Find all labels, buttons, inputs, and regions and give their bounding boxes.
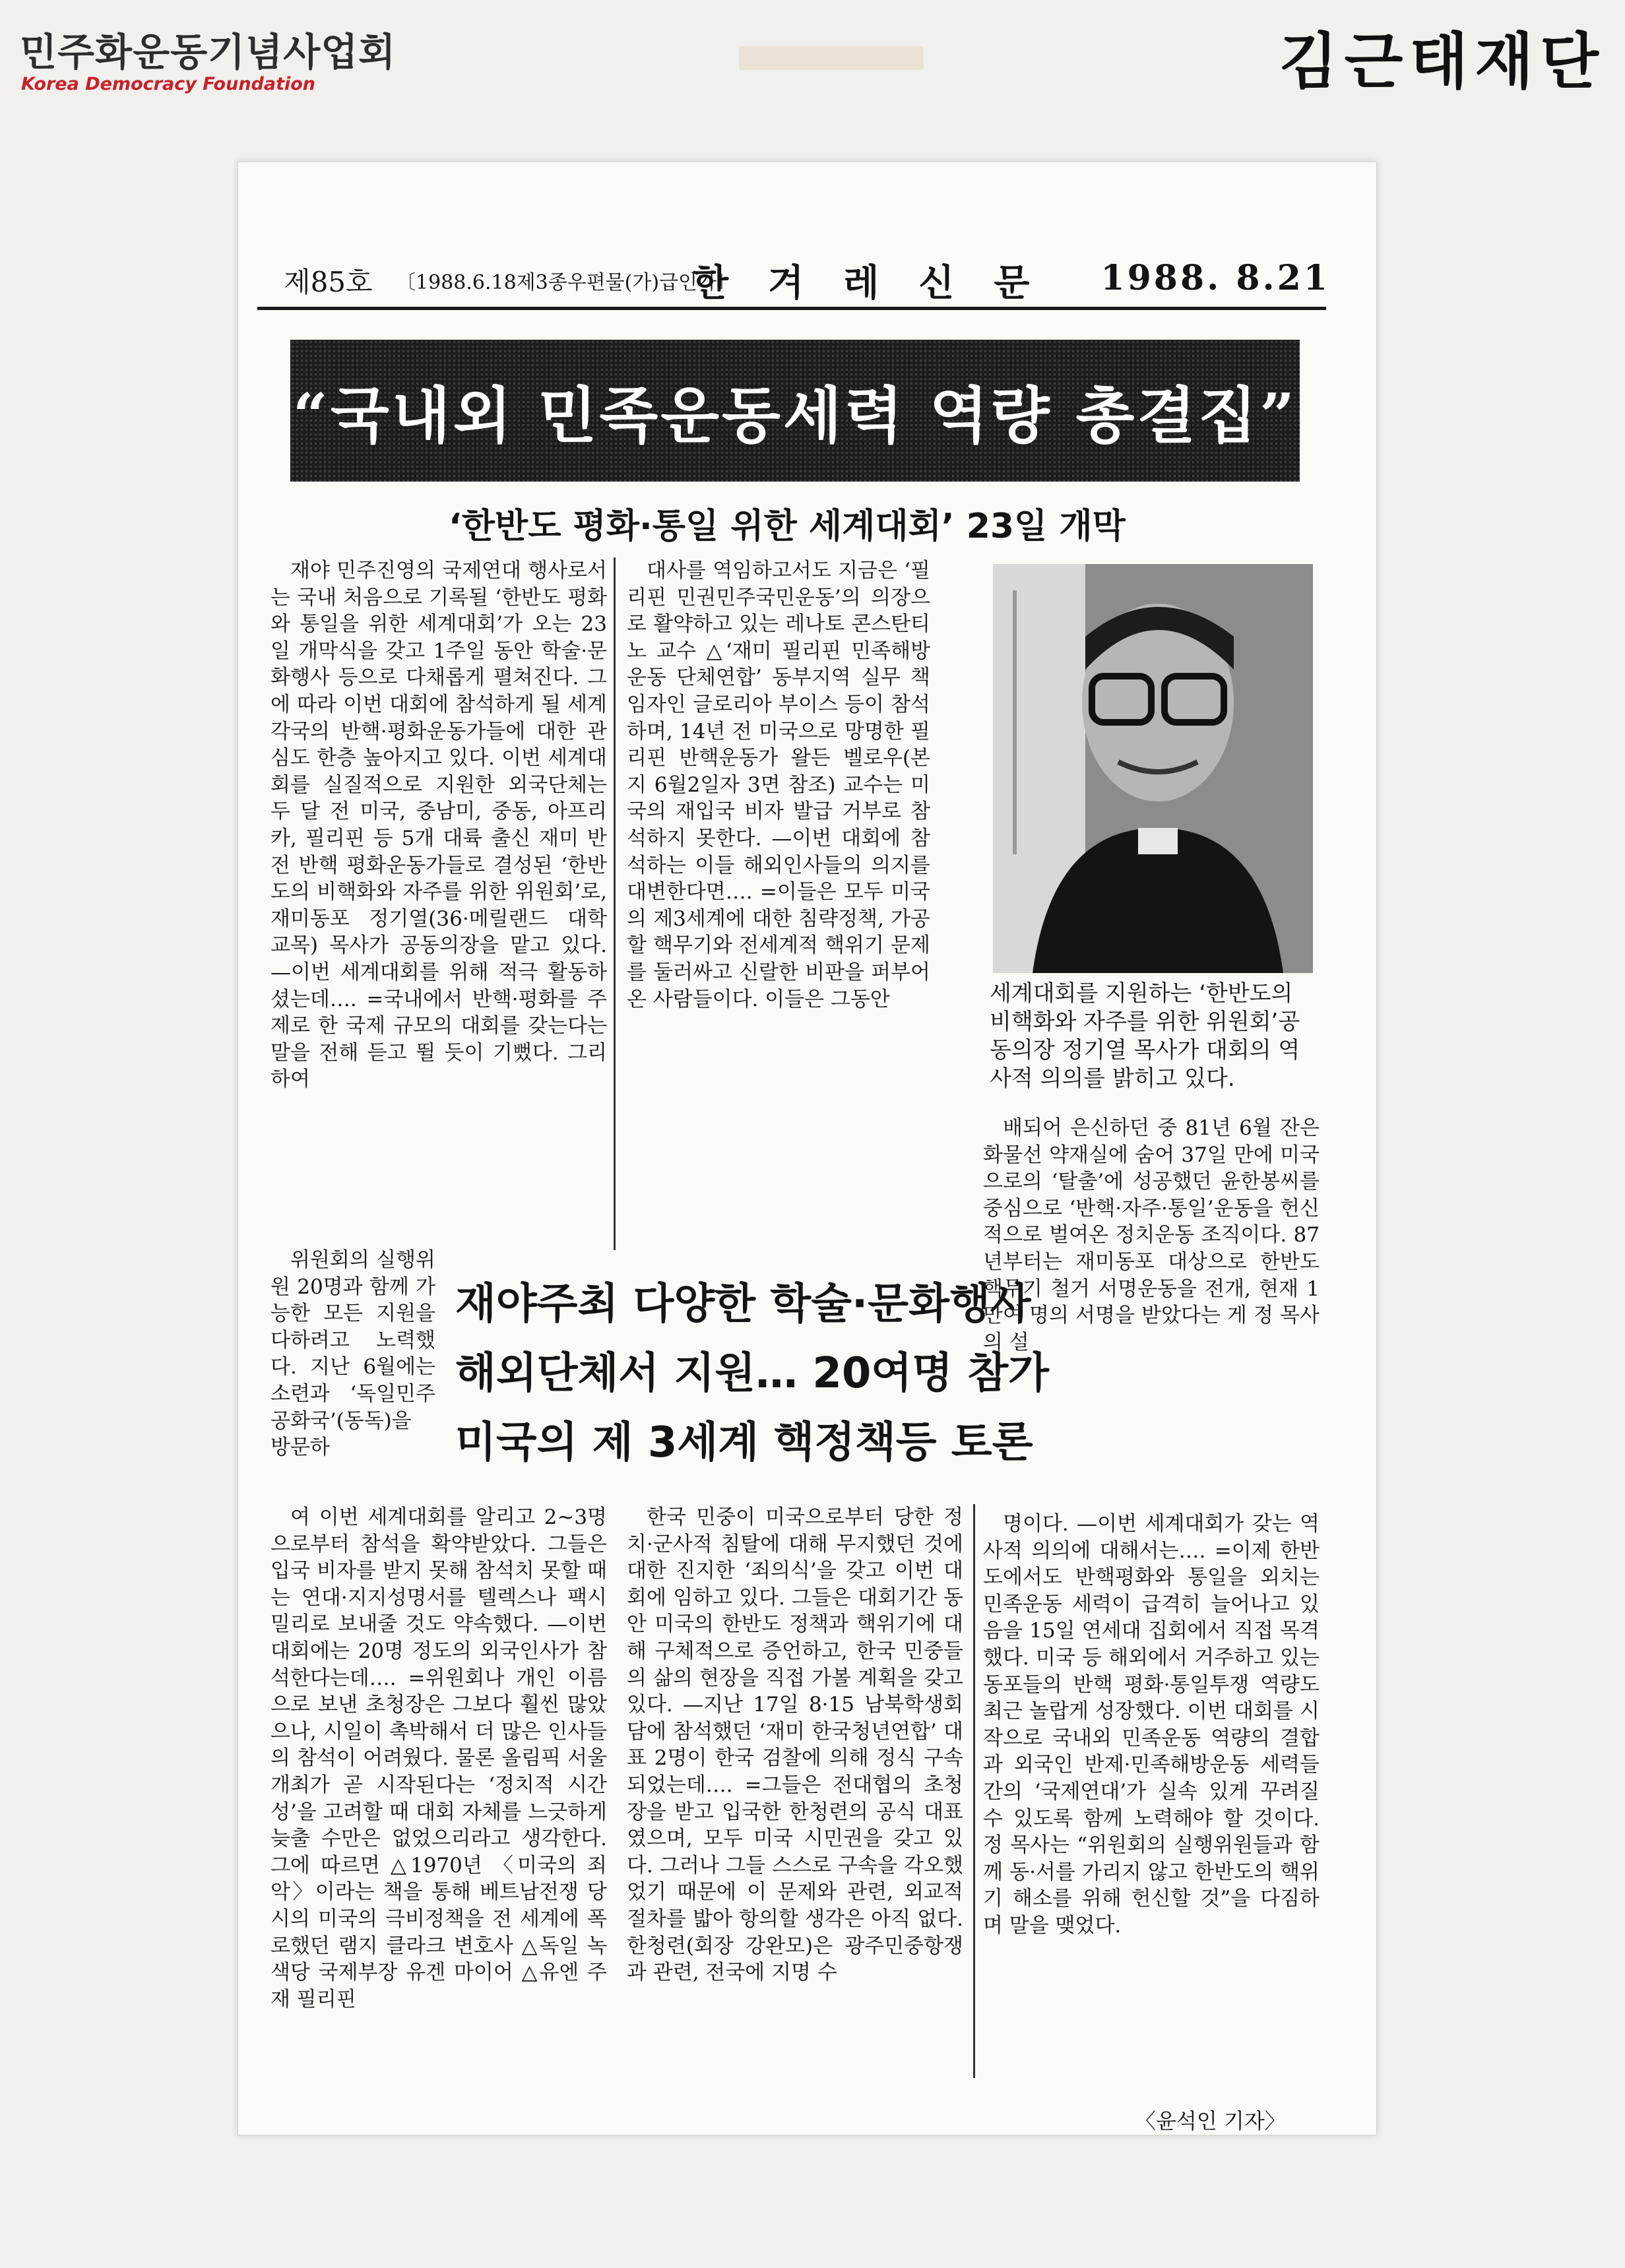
column-rule [614,557,616,1250]
article-column-1-bottom: 여 이번 세계대회를 알리고 2~3명으로부터 참석을 확약받았다. 그들은 입국 비자를 받지 못해 참석치 못할 때는 연대·지지성명서를 텔렉스나 팩시밀리로 보내줄 것도 약속했다. —이번 대회에는 20명 정도의 외국인사가 참석한다는데…. =위원회나 개인 이름으로 보낸 초청장은 그보다 훨씬 많았으나, 시일이 촉박해서 더 많은 인사들의 참석이 어려웠다. 물론 올림픽 서울 개최가 곧 시작된다는 ‘정치적 시간성’을 고려할 때 대회 자체를 느긋하게 늦출 수만은 없었으리라고 생각한다. 그에 따르면 △1970년 〈미국의 죄악〉이라는 책을 통해 베트남전쟁 당시의 미국의 극비정책을 전 세계에 폭로했던 램지 클라크 변호사 △독일 녹색당 국제부장 유겐 마이어 △유엔 주재 필리핀 [271,1505,607,2011]
collection-mark: 김근태재단 [1279,26,1605,97]
callout-line-1: 재야주최 다양한 학술·문화행사 [455,1280,1031,1329]
foundation-logo-english: Korea Democracy Foundation [21,74,316,94]
photo-caption: 세계대회를 지원하는 ‘한반도의 비핵화와 자주를 위한 위원회’공동의장 정기열 목사가 대회의 역사적 의의를 밝히고 있다. [990,980,1300,1092]
publication-date: 1988. 8.21 [1100,258,1330,298]
issue-number: 제85호 [284,266,373,298]
article-column-3-bottom: 명이다. —이번 세계대회가 갖는 역사적 의의에 대해서는…. =이제 한반도에서도 반핵평화와 통일을 외치는 민족운동 세력이 급격히 늘어나고 있음을 15일 연세대 집회에서 직접 목격했다. 미국 등 해외에서 거주하고 있는 동포들의 반핵 평화·통일투쟁 역량도 최근 놀랍게 성장했다. 이번 대회를 시작으로 국내외 민족운동 역량의 결합과 외국인 반제·민족해방운동 세력들간의 ‘국제연대’가 실속 있게 꾸려질 수 있도록 함께 노력해야 할 것이다. 정 목사는 “위원회의 실행위원들과 함께 동·서를 가리지 않고 한반도의 핵위기 해소를 위해 헌신할 것”을 다짐하며 말을 맺었다. [983,1512,1320,1937]
article-column-1-top: 재야 민주진영의 국제연대 행사로서는 국내 처음으로 기록될 ‘한반도 평화와 통일을 위한 세계대회’가 오는 23일 개막식을 갖고 1주일 동안 학술·문화행사 등으로 다채롭게 펼쳐진다. 그에 따라 이번 대회에 참석하게 될 세계 각국의 반핵·평화운동가들에 대한 관심도 한층 높아지고 있다. 이번 세계대회를 실질적으로 지원한 외국단체는 두 달 전 미국, 중남미, 중동, 아프리카, 필리핀 등 5개 대륙 출신 재미 반전 반핵 평화운동가들로 결성된 ‘한반도의 비핵화와 자주를 위한 위원회’로, 재미동포 정기열(36·메릴랜드 대학 교목) 목사가 공동의장을 맡고 있다. —이번 세계대회를 위해 적극 활동하셨는데…. =국내에서 반핵·평화를 주제로 한 국제 규모의 대회를 갖는다는 말을 전해 듣고 뛸 듯이 기뻤다. 그리하여 [271,559,607,1092]
paper-name: 한겨레신문 [693,261,1069,305]
byline: 〈윤석인 기자〉 [1135,2108,1286,2133]
article-column-3-mid: 배되어 은신하던 중 81년 6월 잔은 화물선 약재실에 숨어 37일 만에 미국으로의 ‘탈출’에 성공했던 윤한봉씨를 중심으로 ‘반핵·자주·통일’운동을 헌신적으로 벌여온 정치운동 조직이다. 87년부터는 재미동포 대상으로 한반도 핵무기 철거 서명운동을 전개, 현재 1만여 명의 서명을 받았다는 게 정 목사의 설 [983,1116,1320,1354]
callout-line-2: 해외단체서 지원… 20여명 참가 [455,1349,1049,1398]
article-column-1-mid: 위원회의 실행위원 20명과 함께 가능한 모든 지원을 다하려고 노력했다. 지난 6월에는 소련과 ‘독일민주공화국’(동독)을 방문하 [271,1248,435,1460]
headline-banner: “국내외 민족운동세력 역량 총결집” [290,340,1300,482]
masthead [257,254,1330,310]
subheadline: ‘한반도 평화·통일 위한 세계대회’ 23일 개막 [449,507,1126,546]
portrait-photo [993,564,1313,973]
article-column-2-bottom: 한국 민중이 미국으로부터 당한 정치·군사적 침탈에 대해 무지했던 것에 대한 진지한 ‘죄의식’을 갖고 이번 대회에 임하고 있다. 그들은 대회기간 동안 미국의 한반도 정책과 핵위기에 대해 구체적으로 증언하고, 한국 민중들의 삶의 현장을 직접 가볼 계획을 갖고 있다. —지난 17일 8·15 남북학생회담에 참석했던 ‘재미 한국청년연합’ 대표 2명이 한국 검찰에 의해 정식 구속되었는데…. =그들은 전대협의 초청장을 받고 입국한 한청련의 공식 대표였으며, 모두 미국 시민권을 갖고 있다. 그러나 그들 스스로 구속을 각오했었기 때문에 이 문제와 관련, 외교적 절차를 밟아 항의할 생각은 아직 없다. 한청련(회장 강완모)은 광주민중항쟁과 관련, 전국에 지명 수 [627,1505,963,1985]
postal-permit: 〔1988.6.18제3종우편물(가)급인가〕 [396,271,736,294]
column-rule [973,1504,975,2078]
callout-line-3: 미국의 제 3세계 핵정책등 토론 [455,1418,1033,1467]
portrait-illustration [993,564,1313,973]
foundation-logo-korean: 민주화운동기념사업회 [20,30,397,75]
article-column-2-top: 대사를 역임하고서도 지금은 ‘필리핀 민권민주국민운동’의 의장으로 활약하고 있는 레나토 콘스탄티노 교수 △‘재미 필리핀 민족해방운동 단체연합’ 동부지역 실무 책임자인 글로리아 부이스 등이 참석하며, 14년 전 미국으로 망명한 필리핀 반핵운동가 왈든 벨로우(본지 6월2일자 3면 참조) 교수는 미국의 재입국 비자 발급 거부로 참석하지 못한다. —이번 대회에 참석하는 이들 해외인사들의 의지를 대변한다면…. =이들은 모두 미국의 제3세계에 대한 침략정책, 가공할 핵무기와 전세계적 핵위기 문제를 둘러싸고 신랄한 비판을 퍼부어온 사람들이다. 이들은 그동안 [627,559,930,1011]
callout-box [455,1270,1148,1478]
tape-mark [739,46,924,70]
